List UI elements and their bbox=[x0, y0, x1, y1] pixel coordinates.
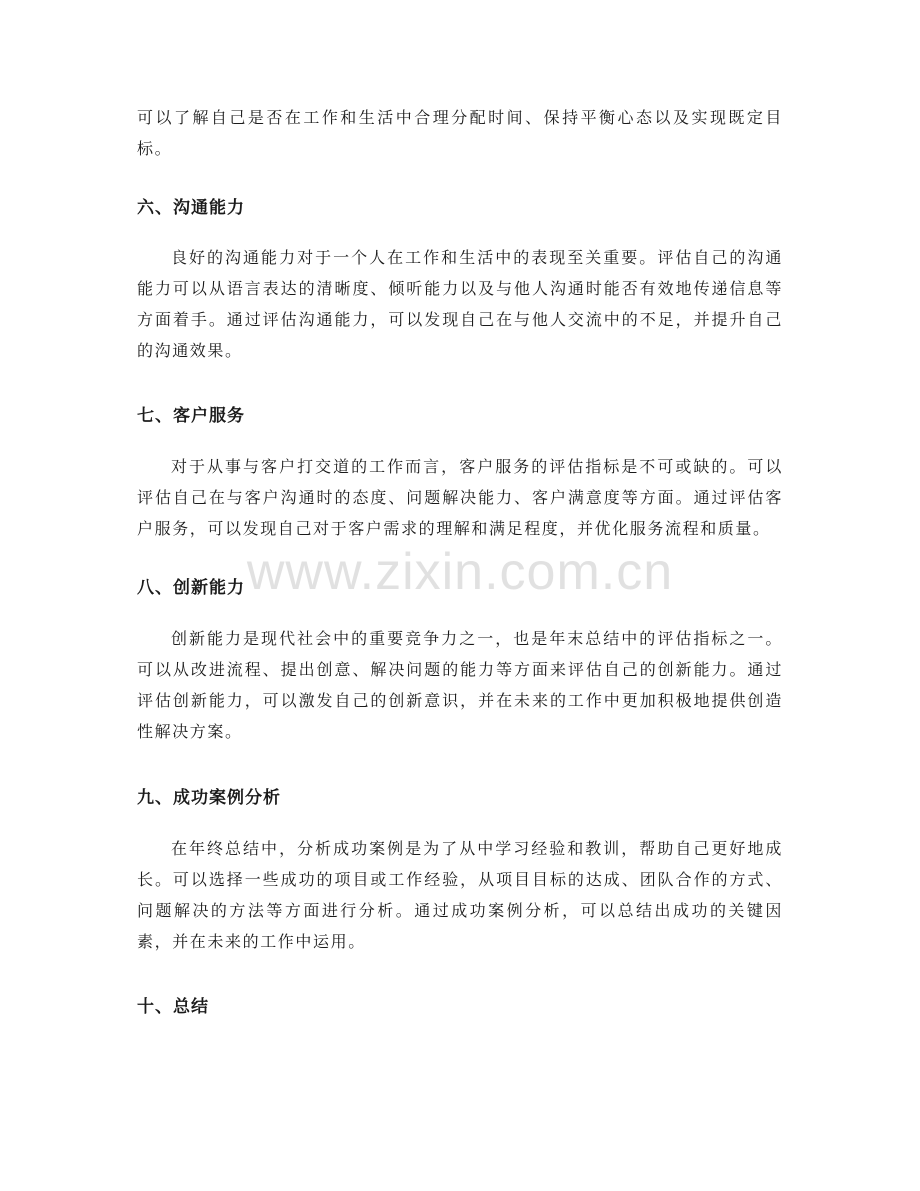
intro-paragraph-tail: 可以了解自己是否在工作和生活中合理分配时间、保持平衡心态以及实现既定目标。 bbox=[137, 108, 783, 158]
section-body-innovation: 创新能力是现代社会中的重要竞争力之一，也是年末总结中的评估指标之一。可以从改进流程、提出创意、解决问题的能力等方面来评估自己的创新能力。通过评估创新能力，可以激发自己的创新意识，并在未来的工作中更加积极地提供创造性解决方案。 bbox=[137, 629, 783, 741]
section-heading-summary: 十、总结 bbox=[137, 997, 209, 1017]
section-heading-customer-service: 七、客户服务 bbox=[137, 406, 245, 426]
section-heading-innovation: 八、创新能力 bbox=[137, 578, 245, 598]
section-heading-success-cases: 九、成功案例分析 bbox=[137, 788, 281, 808]
section-body-success-cases: 在年终总结中，分析成功案例是为了从中学习经验和教训，帮助自己更好地成长。可以选择一些成功的项目或工作经验，从项目目标的达成、团队合作的方式、问题解决的方法等方面进行分析。通过成功案例分析，可以总结出成功的关键因素，并在未来的工作中运用。 bbox=[137, 839, 783, 951]
section-heading-communication: 六、沟通能力 bbox=[137, 198, 245, 218]
section-body-customer-service: 对于从事与客户打交道的工作而言，客户服务的评估指标是不可或缺的。可以评估自己在与客户沟通时的态度、问题解决能力、客户满意度等方面。通过评估客户服务，可以发现自己对于客户需求的理解和满足程度，并优化服务流程和质量。 bbox=[137, 457, 783, 538]
section-body-communication: 良好的沟通能力对于一个人在工作和生活中的表现至关重要。评估自己的沟通能力可以从语言表达的清晰度、倾听能力以及与他人沟通时能否有效地传递信息等方面着手。通过评估沟通能力，可以发现自己在与他人交流中的不足，并提升自己的沟通效果。 bbox=[137, 248, 783, 360]
site-watermark: www.zixin.com.cn bbox=[246, 543, 674, 601]
